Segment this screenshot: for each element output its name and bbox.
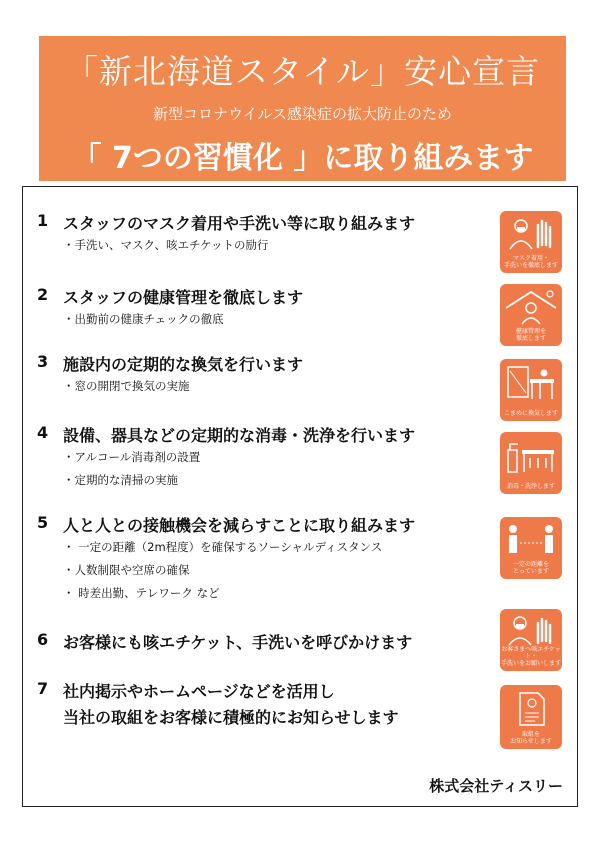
icon-caption: 一定の距離を とっています: [512, 561, 549, 575]
habit-number: 1: [37, 211, 49, 230]
habit-item-7: [23, 679, 577, 731]
habit-item-2: [23, 285, 577, 330]
icon-caption: 健康管理を 徹底します: [515, 328, 546, 342]
icon-caption: 消毒・洗浄します: [506, 483, 555, 490]
disinfection-icon: [500, 432, 562, 494]
habit-text-line2: 当社の取組をお客様に積極的にお知らせします: [63, 708, 399, 727]
habit-detail: ・ アルコール消毒剤の設置: [63, 449, 600, 468]
habit-number: 5: [37, 513, 49, 532]
habit-text: スタッフの健康管理を徹底します: [63, 288, 304, 307]
habit-text: お客様にも咳エチケット、手洗いを呼びかけます: [63, 633, 413, 652]
habit-item-1: [23, 211, 577, 256]
habit-detail: ・ 手洗い、マスク、咳エチケットの励行: [63, 237, 600, 256]
habits-list-frame: [22, 186, 578, 807]
habit-detail: ・ 人数制限や空席の確保: [63, 562, 600, 581]
habit-text: 社内掲示やホームページなどを活用し: [63, 682, 335, 701]
header-banner: [39, 36, 566, 181]
company-name: 株式会社ティスリー: [429, 777, 563, 795]
declaration-subtitle: 新型コロナウイルス感染症の拡大防止のため: [152, 105, 453, 123]
habit-item-5: [23, 513, 577, 604]
habit-item-6: [23, 630, 577, 656]
habit-detail: ・ 窓の開閉で換気の実施: [63, 378, 600, 397]
declaration-title: 「新北海道スタイル」安心宣言: [64, 52, 541, 91]
habit-item-4: [23, 423, 577, 491]
habit-text: スタッフのマスク着用や手洗い等に取り組みます: [63, 214, 416, 233]
habit-detail: ・ 一定の距離（2m程度）を確保するソーシャルディスタンス: [63, 539, 600, 558]
icon-caption: マスク着用・ 手洗いを徹底します: [503, 255, 558, 269]
icon-caption: お客さまへ咳エチケット・ 手洗いをお願いします: [500, 646, 561, 667]
health-check-icon: [500, 284, 562, 346]
habit-number: 6: [37, 630, 49, 649]
customer-etiquette-icon: [500, 609, 562, 671]
social-distance-icon: [500, 517, 562, 579]
notice-icon: [500, 685, 562, 749]
habit-detail: ・ 時差出勤、テレワーク など: [63, 585, 600, 604]
habit-item-3: [23, 352, 577, 397]
habit-number: 4: [37, 423, 49, 442]
icon-caption: こまめに換気します: [503, 410, 558, 417]
habit-detail: ・ 出勤前の健康チェックの徹底: [63, 311, 600, 330]
habit-number: 7: [37, 679, 49, 698]
habit-text: 人と人との接触機会を減らすことに取り組みます: [63, 516, 416, 535]
mask-handwash-icon: [500, 211, 562, 273]
habit-detail: ・ 定期的な清掃の実施: [63, 472, 600, 491]
habit-text: 設備、器具などの定期的な消毒・洗浄を行います: [63, 426, 416, 445]
declaration-slogan: 「 7つの習慣化 」に取り組みます: [71, 141, 534, 176]
habit-text: 施設内の定期的な換気を行います: [63, 355, 304, 374]
habit-number: 2: [37, 285, 49, 304]
habit-number: 3: [37, 352, 49, 371]
ventilation-icon: [500, 359, 562, 421]
icon-caption: 取組を お知らせします: [510, 731, 552, 745]
